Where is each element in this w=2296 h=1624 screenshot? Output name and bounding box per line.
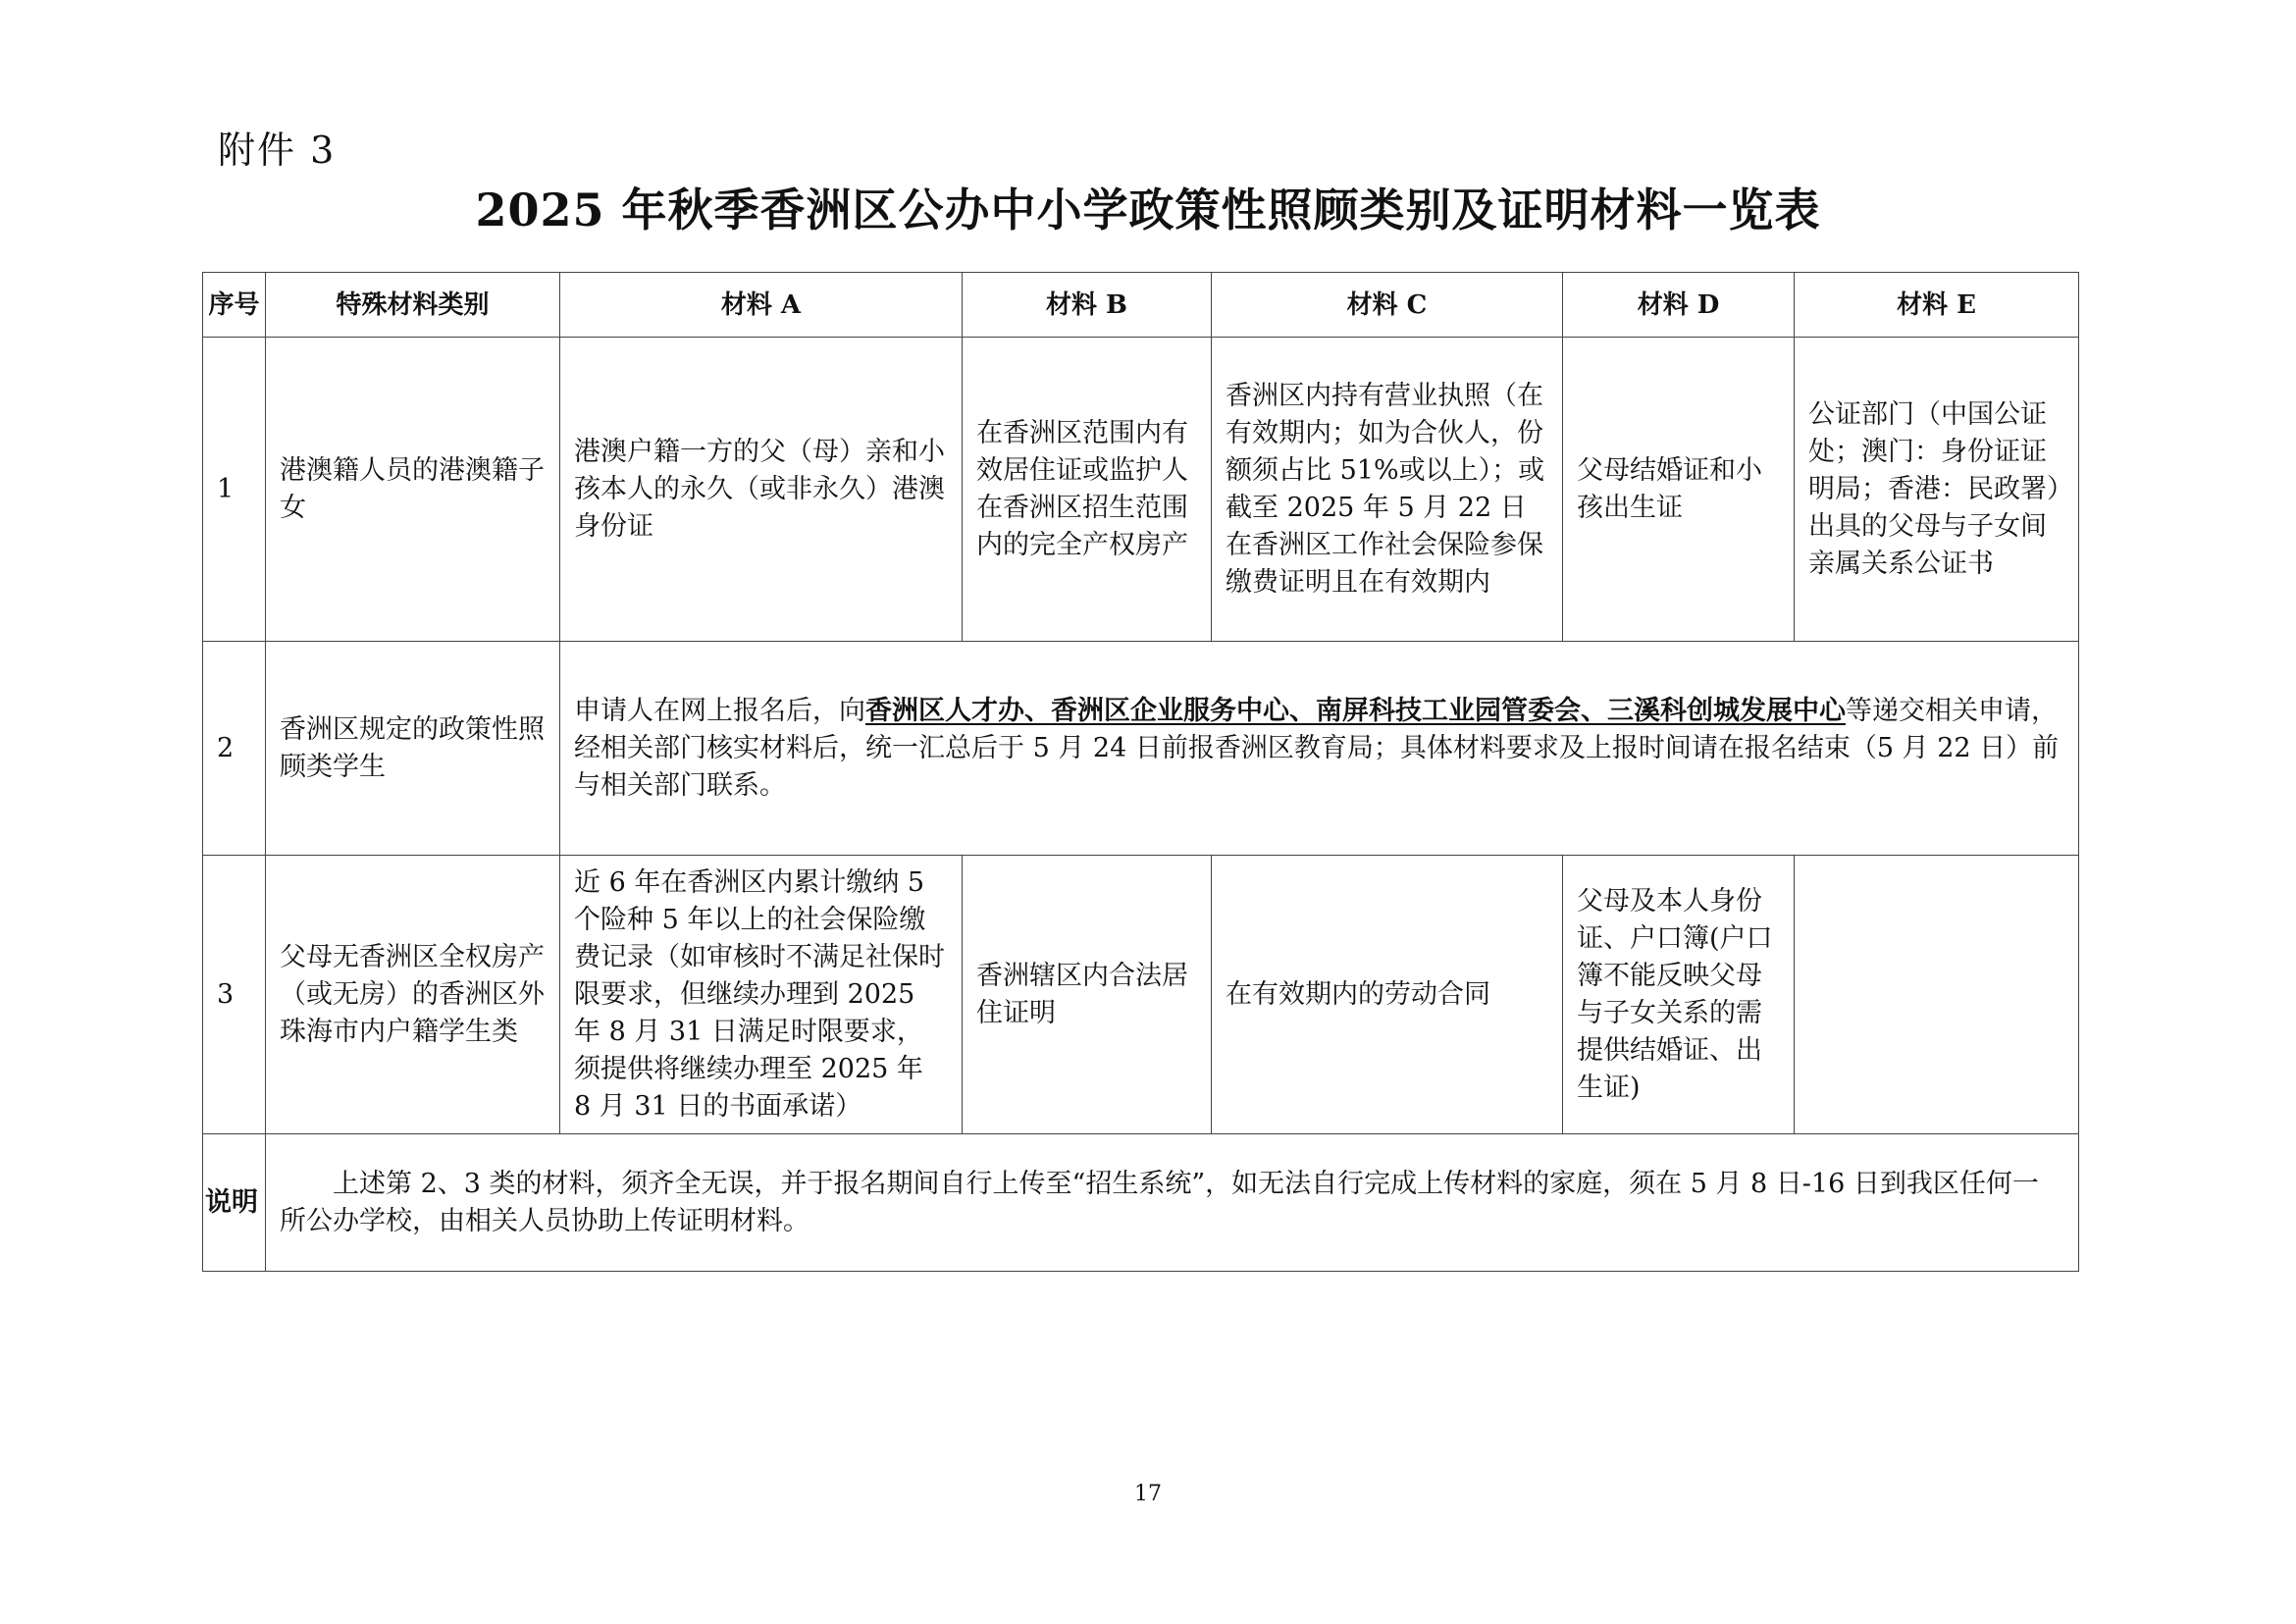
header-material-c: 材料 C: [1212, 273, 1563, 338]
header-seq: 序号: [203, 273, 266, 338]
row-material-a: 近 6 年在香洲区内累计缴纳 5 个险种 5 年以上的社会保险缴费记录（如审核时不满足社保时限要求，但继续办理到 2025 年 8 月 31 日满足时限要求，须提供将继续办理至 2025 年 8 月 31 日的书面承诺）: [560, 856, 963, 1134]
row-material-d: 父母及本人身份证、户口簿(户口簿不能反映父母与子女关系的需提供结婚证、出生证): [1563, 856, 1795, 1134]
header-material-e: 材料 E: [1795, 273, 2079, 338]
note-text: 上述第 2、3 类的材料，须齐全无误，并于报名期间自行上传至“招生系统”，如无法自行完成上传材料的家庭，须在 5 月 8 日-16 日到我区任何一所公办学校，由相关人员协助上传证明材料。: [266, 1134, 2079, 1272]
row-category: 父母无香洲区全权房产（或无房）的香洲区外珠海市内户籍学生类: [266, 856, 560, 1134]
row-material-b: 在香洲区范围内有效居住证或监护人在香洲区招生范围内的完全产权房产: [963, 338, 1212, 642]
row-seq: 2: [203, 642, 266, 856]
row-material-e: [1795, 856, 2079, 1134]
table-note-row: [203, 1134, 2079, 1272]
table-header-row: [203, 273, 2079, 338]
table-row: [203, 642, 2079, 856]
row-material-d: 父母结婚证和小孩出生证: [1563, 338, 1795, 642]
row-material-e: 公证部门（中国公证处；澳门：身份证证明局；香港：民政署）出具的父母与子女间亲属关系公证书: [1795, 338, 2079, 642]
notice-text-before: 申请人在网上报名后，向: [574, 695, 865, 726]
row-category: 港澳籍人员的港澳籍子女: [266, 338, 560, 642]
row-seq: 1: [203, 338, 266, 642]
table-row: [203, 338, 2079, 642]
document-title: 2025 年秋季香洲区公办中小学政策性照顾类别及证明材料一览表: [475, 183, 1821, 236]
note-label: 说明: [203, 1134, 266, 1272]
row-category: 香洲区规定的政策性照顾类学生: [266, 642, 560, 856]
header-material-a: 材料 A: [560, 273, 963, 338]
row-material-b: 香洲辖区内合法居住证明: [963, 856, 1212, 1134]
row-material-c: 香洲区内持有营业执照（在有效期内；如为合伙人，份额须占比 51%或以上）；或截至 2025 年 5 月 22 日在香洲区工作社会保险参保缴费证明且在有效期内: [1212, 338, 1563, 642]
row-material-a: 港澳户籍一方的父（母）亲和小孩本人的永久（或非永久）港澳身份证: [560, 338, 963, 642]
header-material-b: 材料 B: [963, 273, 1212, 338]
table-row: [203, 856, 2079, 1134]
header-material-d: 材料 D: [1563, 273, 1795, 338]
attachment-label: 附件 3: [218, 129, 337, 172]
notice-text-after: 等递交相关申请，经相关部门核实材料后，统一汇总后于 5 月 24 日前报香洲区教育局；具体材料要求及上报时间请在报名结束（5 月 22 日）前与相关部门联系。: [574, 695, 2060, 801]
policy-table: [202, 272, 2079, 1272]
header-category: 特殊材料类别: [266, 273, 560, 338]
notice-departments: 香洲区人才办、香洲区企业服务中心、南屏科技工业园管委会、三溪科创城发展中心: [865, 695, 1846, 726]
row-notice: [560, 642, 2079, 856]
row-material-c: 在有效期内的劳动合同: [1212, 856, 1563, 1134]
row-seq: 3: [203, 856, 266, 1134]
page-number: 17: [1134, 1482, 1162, 1506]
